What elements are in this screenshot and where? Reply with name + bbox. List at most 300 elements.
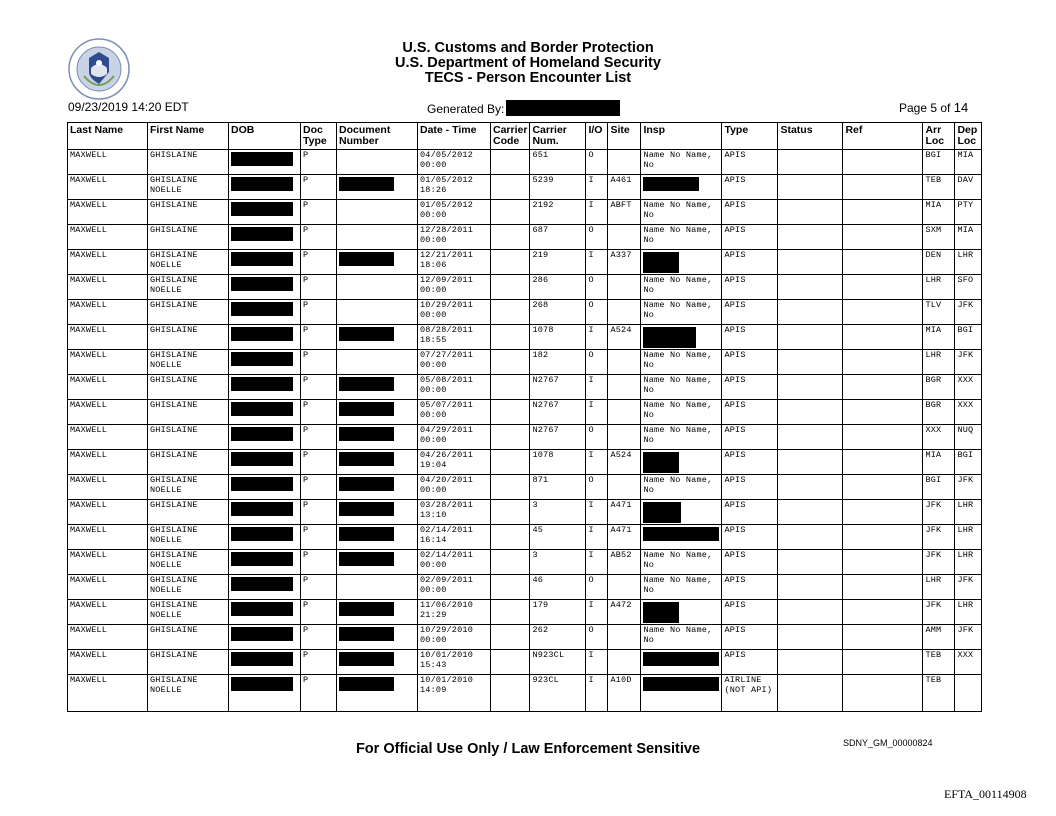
redaction-bar: [231, 377, 293, 391]
ref-cell: [843, 500, 923, 525]
document-number-cell: [337, 425, 418, 450]
site-cell: A461: [608, 175, 641, 200]
date-time-cell: 01/05/2012 00:00: [418, 200, 491, 225]
status-cell: [778, 575, 843, 600]
doc-type-cell: P: [301, 425, 337, 450]
page-label: Page 5 of: [899, 101, 951, 115]
ref-cell: [843, 650, 923, 675]
first-name-cell: GHISLAINE NOELLE: [148, 175, 229, 200]
redaction-bar: [231, 302, 293, 316]
footer-notice: For Official Use Only / Law Enforcement Sensitive: [355, 741, 701, 757]
document-number-cell: [337, 275, 418, 300]
io-cell: I: [586, 650, 608, 675]
report-datetime: 09/23/2019 14:20 EDT: [68, 100, 189, 114]
first-name-cell: GHISLAINE NOELLE: [148, 675, 229, 712]
ref-cell: [843, 150, 923, 175]
type-cell: APIS: [722, 400, 778, 425]
first-name-cell: GHISLAINE NOELLE: [148, 350, 229, 375]
last-name-cell: MAXWELL: [68, 200, 148, 225]
ref-cell: [843, 525, 923, 550]
status-cell: [778, 475, 843, 500]
redaction-bar: [339, 527, 394, 541]
carrier-code-cell: [491, 250, 530, 275]
dep-loc-cell: XXX: [955, 650, 982, 675]
site-cell: [608, 275, 641, 300]
last-name-cell: MAXWELL: [68, 275, 148, 300]
type-cell: APIS: [722, 150, 778, 175]
insp-cell: Name No Name, No: [641, 625, 722, 650]
io-cell: I: [586, 600, 608, 625]
carrier-code-cell: [491, 150, 530, 175]
arr-loc-cell: LHR: [923, 575, 955, 600]
report-title: TECS - Person Encounter List: [424, 70, 632, 86]
arr-loc-cell: LHR: [923, 350, 955, 375]
carrier-code-cell: [491, 275, 530, 300]
redaction-bar: [339, 377, 394, 391]
date-time-cell: 12/09/2011 00:00: [418, 275, 491, 300]
insp-cell: Name No Name, No: [641, 200, 722, 225]
ref-cell: [843, 175, 923, 200]
carrier-num-cell: N923CL: [530, 650, 586, 675]
site-cell: [608, 225, 641, 250]
date-time-cell: 02/09/2011 00:00: [418, 575, 491, 600]
arr-loc-cell: TLV: [923, 300, 955, 325]
carrier-code-cell: [491, 300, 530, 325]
dob-cell: [229, 175, 301, 200]
site-cell: [608, 350, 641, 375]
status-cell: [778, 175, 843, 200]
io-cell: I: [586, 175, 608, 200]
doc-type-cell: P: [301, 475, 337, 500]
date-time-cell: 04/20/2011 00:00: [418, 475, 491, 500]
arr-loc-cell: BGR: [923, 375, 955, 400]
insp-cell: Name No Name, No: [641, 275, 722, 300]
page-total: 14: [953, 100, 969, 115]
site-cell: ABFT: [608, 200, 641, 225]
first-name-cell: GHISLAINE NOELLE: [148, 575, 229, 600]
ref-cell: [843, 300, 923, 325]
agency-title: U.S. Customs and Border Protection: [402, 40, 654, 56]
dep-loc-cell: LHR: [955, 250, 982, 275]
arr-loc-cell: SXM: [923, 225, 955, 250]
redaction-bar: [231, 477, 293, 491]
page-indicator: [899, 100, 968, 115]
redaction-bar: [339, 252, 394, 266]
document-number-cell: [337, 300, 418, 325]
status-cell: [778, 275, 843, 300]
insp-cell: [641, 500, 722, 525]
type-cell: APIS: [722, 650, 778, 675]
doc-type-cell: P: [301, 525, 337, 550]
dob-cell: [229, 225, 301, 250]
carrier-num-cell: 262: [530, 625, 586, 650]
arr-loc-cell: AMM: [923, 625, 955, 650]
table-row: [68, 500, 982, 525]
column-header: Status: [778, 123, 843, 150]
site-cell: [608, 300, 641, 325]
dob-cell: [229, 400, 301, 425]
column-header: DOB: [229, 123, 301, 150]
dep-loc-cell: LHR: [955, 525, 982, 550]
carrier-code-cell: [491, 350, 530, 375]
carrier-num-cell: 3: [530, 550, 586, 575]
arr-loc-cell: JFK: [923, 525, 955, 550]
ref-cell: [843, 275, 923, 300]
dob-cell: [229, 425, 301, 450]
table-row: [68, 150, 982, 175]
first-name-cell: GHISLAINE: [148, 325, 229, 350]
site-cell: AB52: [608, 550, 641, 575]
redaction-bar: [339, 602, 394, 616]
first-name-cell: GHISLAINE NOELLE: [148, 550, 229, 575]
io-cell: O: [586, 225, 608, 250]
document-number-cell: [337, 350, 418, 375]
date-time-cell: 05/08/2011 00:00: [418, 375, 491, 400]
status-cell: [778, 200, 843, 225]
redaction-bar: [339, 502, 394, 516]
dep-loc-cell: BGI: [955, 325, 982, 350]
redaction-bar: [231, 627, 293, 641]
dep-loc-cell: BGI: [955, 450, 982, 475]
last-name-cell: MAXWELL: [68, 175, 148, 200]
insp-cell: Name No Name, No: [641, 150, 722, 175]
ref-cell: [843, 450, 923, 475]
carrier-code-cell: [491, 375, 530, 400]
ref-cell: [843, 250, 923, 275]
column-header: I/O: [586, 123, 608, 150]
arr-loc-cell: BGI: [923, 475, 955, 500]
carrier-code-cell: [491, 525, 530, 550]
column-header: Date - Time: [418, 123, 491, 150]
type-cell: APIS: [722, 575, 778, 600]
redaction-bar: [643, 502, 681, 523]
document-number-cell: [337, 600, 418, 625]
site-cell: [608, 650, 641, 675]
arr-loc-cell: JFK: [923, 550, 955, 575]
type-cell: APIS: [722, 225, 778, 250]
column-header: Doc Type: [301, 123, 337, 150]
dep-loc-cell: PTY: [955, 200, 982, 225]
io-cell: O: [586, 425, 608, 450]
status-cell: [778, 375, 843, 400]
site-cell: A524: [608, 325, 641, 350]
carrier-code-cell: [491, 625, 530, 650]
table-row: [68, 575, 982, 600]
last-name-cell: MAXWELL: [68, 675, 148, 712]
insp-cell: Name No Name, No: [641, 475, 722, 500]
insp-cell: [641, 325, 722, 350]
column-header: Type: [722, 123, 778, 150]
carrier-num-cell: 1078: [530, 325, 586, 350]
site-cell: [608, 625, 641, 650]
redaction-bar: [231, 527, 293, 541]
table-header-row: [68, 123, 982, 150]
column-header: Arr Loc: [923, 123, 955, 150]
insp-cell: [641, 600, 722, 625]
table-row: [68, 525, 982, 550]
last-name-cell: MAXWELL: [68, 425, 148, 450]
redaction-bar: [231, 552, 293, 566]
dob-cell: [229, 325, 301, 350]
dep-loc-cell: MIA: [955, 150, 982, 175]
last-name-cell: MAXWELL: [68, 475, 148, 500]
last-name-cell: MAXWELL: [68, 525, 148, 550]
dep-loc-cell: LHR: [955, 600, 982, 625]
status-cell: [778, 550, 843, 575]
table-row: [68, 600, 982, 625]
redaction-bar: [339, 427, 394, 441]
doc-type-cell: P: [301, 175, 337, 200]
type-cell: APIS: [722, 475, 778, 500]
dob-cell: [229, 375, 301, 400]
dep-loc-cell: MIA: [955, 225, 982, 250]
dep-loc-cell: DAV: [955, 175, 982, 200]
table-row: [68, 400, 982, 425]
carrier-num-cell: 5239: [530, 175, 586, 200]
doc-type-cell: P: [301, 150, 337, 175]
status-cell: [778, 250, 843, 275]
carrier-num-cell: 182: [530, 350, 586, 375]
doc-type-cell: P: [301, 575, 337, 600]
io-cell: I: [586, 450, 608, 475]
last-name-cell: MAXWELL: [68, 575, 148, 600]
document-number-cell: [337, 525, 418, 550]
arr-loc-cell: BGI: [923, 150, 955, 175]
date-time-cell: 05/07/2011 00:00: [418, 400, 491, 425]
redaction-bar: [231, 427, 293, 441]
arr-loc-cell: JFK: [923, 600, 955, 625]
type-cell: APIS: [722, 425, 778, 450]
carrier-code-cell: [491, 325, 530, 350]
io-cell: I: [586, 375, 608, 400]
status-cell: [778, 600, 843, 625]
redaction-bar: [643, 252, 679, 273]
redaction-bar: [231, 677, 293, 691]
redaction-bar: [643, 602, 679, 623]
status-cell: [778, 625, 843, 650]
first-name-cell: GHISLAINE: [148, 300, 229, 325]
type-cell: APIS: [722, 175, 778, 200]
io-cell: I: [586, 550, 608, 575]
redaction-bar: [339, 327, 394, 341]
first-name-cell: GHISLAINE: [148, 650, 229, 675]
redaction-bar: [231, 152, 293, 166]
io-cell: I: [586, 200, 608, 225]
ref-cell: [843, 350, 923, 375]
table-row: [68, 175, 982, 200]
date-time-cell: 10/29/2011 00:00: [418, 300, 491, 325]
redaction-bar: [643, 527, 719, 541]
arr-loc-cell: MIA: [923, 325, 955, 350]
date-time-cell: 02/14/2011 16:14: [418, 525, 491, 550]
doc-type-cell: P: [301, 325, 337, 350]
column-header: First Name: [148, 123, 229, 150]
status-cell: [778, 425, 843, 450]
dep-loc-cell: XXX: [955, 400, 982, 425]
doc-type-cell: P: [301, 300, 337, 325]
date-time-cell: 08/28/2011 18:55: [418, 325, 491, 350]
dep-loc-cell: JFK: [955, 475, 982, 500]
redaction-bar: [643, 677, 719, 691]
status-cell: [778, 150, 843, 175]
dob-cell: [229, 600, 301, 625]
redaction-bar: [231, 352, 293, 366]
last-name-cell: MAXWELL: [68, 450, 148, 475]
doc-type-cell: P: [301, 250, 337, 275]
dep-loc-cell: XXX: [955, 375, 982, 400]
io-cell: O: [586, 150, 608, 175]
site-cell: A10D: [608, 675, 641, 712]
column-header: Site: [608, 123, 641, 150]
table-row: [68, 375, 982, 400]
document-number-cell: [337, 325, 418, 350]
status-cell: [778, 225, 843, 250]
type-cell: APIS: [722, 325, 778, 350]
arr-loc-cell: MIA: [923, 450, 955, 475]
document-number-cell: [337, 675, 418, 712]
generated-by-label: Generated By:: [427, 102, 505, 116]
type-cell: APIS: [722, 200, 778, 225]
ref-cell: [843, 325, 923, 350]
first-name-cell: GHISLAINE NOELLE: [148, 600, 229, 625]
dob-cell: [229, 675, 301, 712]
carrier-num-cell: 179: [530, 600, 586, 625]
date-time-cell: 02/14/2011 00:00: [418, 550, 491, 575]
dep-loc-cell: JFK: [955, 625, 982, 650]
dob-cell: [229, 250, 301, 275]
date-time-cell: 10/01/2010 15:43: [418, 650, 491, 675]
io-cell: I: [586, 500, 608, 525]
report-title-block: [0, 41, 1056, 86]
last-name-cell: MAXWELL: [68, 300, 148, 325]
dob-cell: [229, 300, 301, 325]
doc-type-cell: P: [301, 350, 337, 375]
carrier-num-cell: 1078: [530, 450, 586, 475]
type-cell: APIS: [722, 525, 778, 550]
io-cell: I: [586, 325, 608, 350]
ref-cell: [843, 400, 923, 425]
io-cell: O: [586, 625, 608, 650]
column-header: Insp: [641, 123, 722, 150]
column-header: Document Number: [337, 123, 418, 150]
last-name-cell: MAXWELL: [68, 350, 148, 375]
doc-type-cell: P: [301, 600, 337, 625]
ref-cell: [843, 675, 923, 712]
carrier-num-cell: 871: [530, 475, 586, 500]
last-name-cell: MAXWELL: [68, 400, 148, 425]
arr-loc-cell: XXX: [923, 425, 955, 450]
site-cell: [608, 475, 641, 500]
io-cell: O: [586, 300, 608, 325]
status-cell: [778, 650, 843, 675]
dob-cell: [229, 200, 301, 225]
insp-cell: [641, 175, 722, 200]
site-cell: [608, 400, 641, 425]
carrier-num-cell: 651: [530, 150, 586, 175]
department-title: U.S. Department of Homeland Security: [395, 55, 661, 71]
dob-cell: [229, 275, 301, 300]
first-name-cell: GHISLAINE NOELLE: [148, 525, 229, 550]
document-number-cell: [337, 400, 418, 425]
last-name-cell: MAXWELL: [68, 150, 148, 175]
io-cell: I: [586, 400, 608, 425]
redaction-bar: [231, 602, 293, 616]
date-time-cell: 12/28/2011 00:00: [418, 225, 491, 250]
table-row: [68, 425, 982, 450]
doc-type-cell: P: [301, 550, 337, 575]
first-name-cell: GHISLAINE: [148, 200, 229, 225]
insp-cell: [641, 450, 722, 475]
redaction-bar: [339, 652, 394, 666]
redaction-bar: [643, 327, 696, 348]
last-name-cell: MAXWELL: [68, 625, 148, 650]
io-cell: O: [586, 575, 608, 600]
type-cell: APIS: [722, 250, 778, 275]
dob-cell: [229, 575, 301, 600]
carrier-num-cell: 923CL: [530, 675, 586, 712]
table-body: [68, 150, 982, 712]
dep-loc-cell: SFO: [955, 275, 982, 300]
io-cell: O: [586, 350, 608, 375]
table-row: [68, 225, 982, 250]
document-number-cell: [337, 450, 418, 475]
redaction-bar: [339, 402, 394, 416]
insp-cell: [641, 250, 722, 275]
site-cell: [608, 425, 641, 450]
redaction-bar: [339, 552, 394, 566]
site-cell: [608, 375, 641, 400]
redaction-bar: [339, 177, 394, 191]
carrier-code-cell: [491, 675, 530, 712]
ref-cell: [843, 600, 923, 625]
table-row: [68, 650, 982, 675]
dob-cell: [229, 550, 301, 575]
dep-loc-cell: LHR: [955, 500, 982, 525]
insp-cell: Name No Name, No: [641, 425, 722, 450]
document-number-cell: [337, 175, 418, 200]
insp-cell: [641, 525, 722, 550]
status-cell: [778, 500, 843, 525]
redaction-bar: [231, 502, 293, 516]
insp-cell: [641, 650, 722, 675]
insp-cell: Name No Name, No: [641, 350, 722, 375]
first-name-cell: GHISLAINE NOELLE: [148, 275, 229, 300]
insp-cell: [641, 675, 722, 712]
column-header: Ref: [843, 123, 923, 150]
date-time-cell: 04/05/2012 00:00: [418, 150, 491, 175]
document-number-cell: [337, 150, 418, 175]
redaction-bar: [231, 577, 293, 591]
first-name-cell: GHISLAINE: [148, 225, 229, 250]
carrier-code-cell: [491, 500, 530, 525]
dob-cell: [229, 350, 301, 375]
column-header: Carrier Code: [491, 123, 530, 150]
redaction-bar: [231, 277, 293, 291]
redaction-bar: [231, 202, 293, 216]
redaction-bar: [643, 452, 679, 473]
document-number-cell: [337, 650, 418, 675]
type-cell: APIS: [722, 500, 778, 525]
last-name-cell: MAXWELL: [68, 325, 148, 350]
redaction-bar: [231, 252, 293, 266]
redaction-bar: [339, 452, 394, 466]
status-cell: [778, 400, 843, 425]
io-cell: I: [586, 675, 608, 712]
redaction-bar: [339, 627, 394, 641]
carrier-num-cell: 2192: [530, 200, 586, 225]
document-number-cell: [337, 575, 418, 600]
type-cell: APIS: [722, 550, 778, 575]
